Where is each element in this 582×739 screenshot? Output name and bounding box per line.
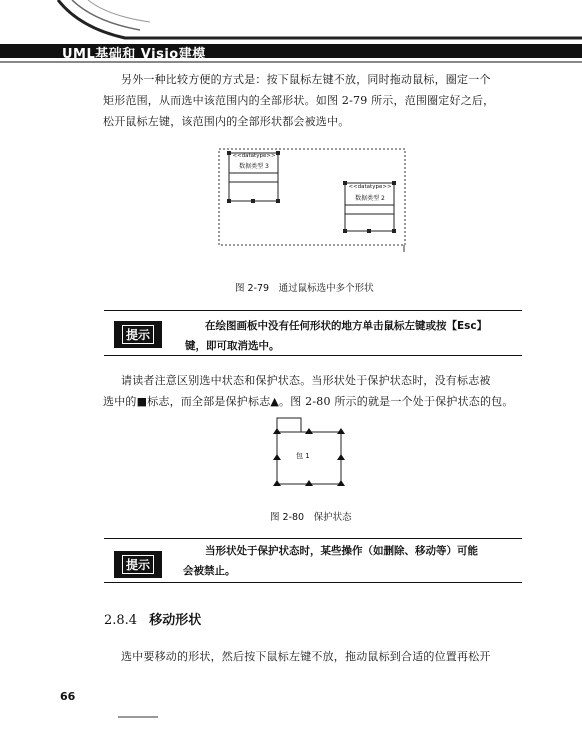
tip-1-top-rule (104, 310, 522, 311)
protection-line-1: 请读者注意区别选中状态和保护状态。当形状处于保护状态时，没有标志被 (121, 374, 491, 387)
tip-2-top-rule (104, 538, 522, 539)
bottom-edge-mark (118, 716, 158, 718)
package-label: 包 1 (296, 452, 310, 460)
header-title: UML基础和 Visio建模 (62, 47, 206, 62)
page-number: 66 (60, 690, 76, 703)
tip-1-line-2: 键，即可取消选中。 (185, 340, 280, 352)
tip-2-line-2: 会被禁止。 (183, 565, 236, 577)
tip-2-bottom-rule (104, 582, 522, 583)
tip-1-bottom-rule (104, 355, 522, 356)
intro-line-3: 松开鼠标左键，该范围内的全部形状都会被选中。 (103, 115, 350, 128)
move-paragraph (103, 646, 528, 667)
tip-2-line-1: 当形状处于保护状态时，某些操作（如删除、移动等）可能 (205, 545, 478, 557)
tip-2-label: 提示 (114, 551, 162, 578)
section-number: 2.8.4 (104, 613, 138, 628)
move-line-1: 选中要移动的形状，然后按下鼠标左键不放，拖动鼠标到合适的位置再松开 (121, 650, 491, 663)
shape3-name: 数据类型 3 (239, 163, 269, 170)
figure-2-79-caption: 图 2-79 通过鼠标选中多个形状 (235, 283, 374, 294)
figure-2-80-caption: 图 2-80 保护状态 (270, 512, 352, 523)
tip-1-label: 提示 (114, 321, 162, 348)
figure-2-80 (268, 415, 358, 493)
figure-2-79 (218, 148, 406, 252)
intro-line-2: 矩形范围，从而选中该范围内的全部形状。如图 2-79 所示，范围圈定好之后， (103, 94, 495, 107)
intro-line-1: 另外一种比较方便的方式是：按下鼠标左键不放，同时拖动鼠标，圈定一个 (121, 73, 491, 86)
protection-paragraph (103, 370, 528, 412)
protection-line-2: 选中的■标志，而全部是保护标志▲。图 2-80 所示的就是一个处于保护状态的包。 (103, 395, 514, 408)
tip-1-text (185, 316, 525, 356)
intro-paragraph (103, 69, 523, 132)
tip-2-text (183, 541, 523, 581)
protected-package-drawing (268, 415, 358, 493)
shape2-name: 数据类型 2 (355, 195, 385, 202)
tip-1-line-1: 在绘图画板中没有任何形状的地方单击鼠标左键或按【Esc】 (205, 320, 488, 332)
shape2-stereotype: <<datatype>> (348, 184, 392, 190)
shape3-stereotype: <<datatype>> (232, 153, 276, 159)
section-title: 移动形状 (149, 613, 202, 628)
section-heading (104, 609, 201, 628)
